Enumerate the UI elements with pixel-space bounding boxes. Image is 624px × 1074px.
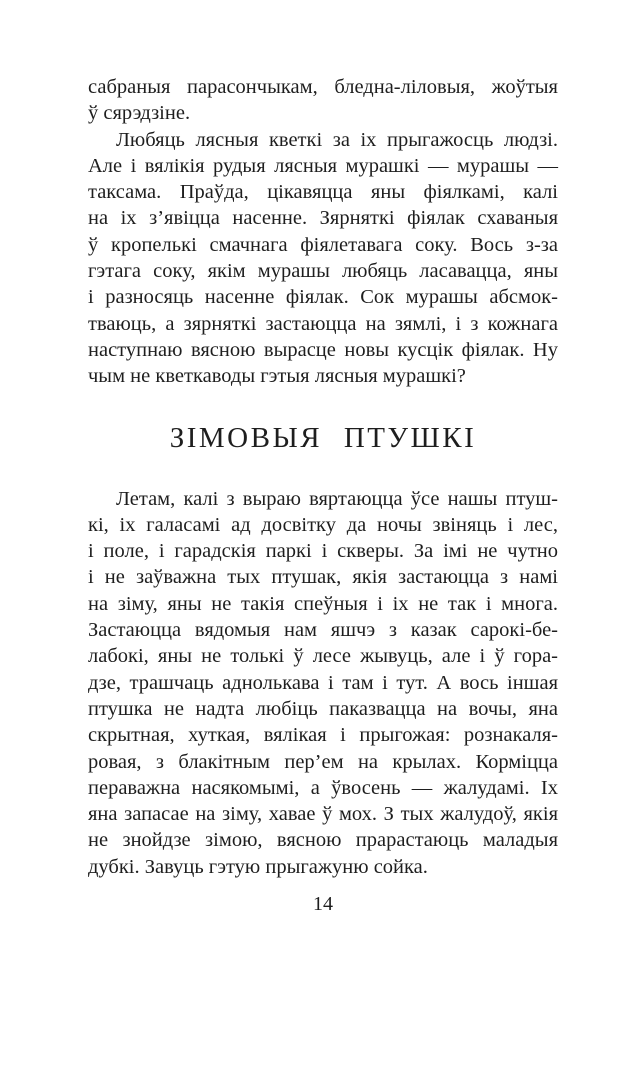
- text-line: птушка не надта любіць паказвацца на вочы, яна: [88, 697, 558, 720]
- text-line: і разносяць насенне фіялак. Сок мурашы абсмок-: [88, 286, 558, 309]
- text-line: таксама. Праўда, цікавяцца яны фіялкамі, калі: [88, 181, 558, 204]
- text-line: Застаюцца вядомыя нам яшчэ з казак сарокі-бе-: [88, 619, 558, 642]
- text-line: на іх з’явіцца насенне. Зярняткі фіялак схаваныя: [88, 207, 558, 230]
- text-line: тваюць, а зярняткі застаюцца на зямлі, і з кожнага: [88, 312, 558, 335]
- text-line: сабраныя парасончыкам, бледна-ліловыя, жоўтыя: [88, 76, 558, 98]
- text-line: дубкі. Завуць гэтую прыгажуню сойка.: [88, 855, 428, 878]
- paragraph-forest-ants: [88, 127, 558, 390]
- text-line: і поле, і гарадскія паркі і скверы. За імі не чутно: [88, 540, 558, 563]
- text-line: на зіму, яны не такія спеўныя і іх не так і многа.: [88, 592, 558, 615]
- text-line: ў сярэдзіне.: [88, 102, 191, 125]
- text-line: Летам, калі з выраю вяртаюцца ўсе нашы птуш-: [116, 487, 558, 510]
- text-line: кі, іх галасамі ад досвітку да ночы звіняць і лес,: [88, 513, 558, 536]
- text-line: і не заўважна тых птушак, якія застаюцца з намі: [88, 566, 558, 589]
- page-number: 14: [313, 893, 333, 916]
- paragraph-continuation: [88, 74, 558, 127]
- text-line: ровая, з блакітным пер’ем на крылах. Корміцца: [88, 750, 558, 773]
- paragraph-winter-birds: [88, 486, 558, 880]
- book-page: [0, 74, 624, 1074]
- text-line: гэтага соку, якім мурашы любяць ласавацца, яны: [88, 260, 558, 283]
- text-line: Любяць лясныя кветкі за іх прыгажосць людзі.: [116, 128, 558, 151]
- text-line: дзе, трашчаць аднолькава і там і тут. А вось іншая: [88, 671, 558, 694]
- text-line: лабокі, яны не толькі ў лесе жывуць, але і ў гора-: [88, 645, 558, 668]
- text-line: ў кропелькі смачнага фіялетавага соку. Вось з-за: [88, 233, 558, 256]
- text-line: пераважна насякомымі, а ўвосень — жалудамі. Іх: [88, 776, 558, 799]
- text-line: яна запасае на зіму, хавае ў мох. З тых жалудоў, якія: [88, 803, 558, 826]
- page-body: [88, 74, 558, 916]
- text-line: Але і вялікія рудыя лясныя мурашкі — мурашы —: [88, 154, 558, 177]
- text-line: наступнаю вясною вырасце новы кусцік фіялак. Ну: [88, 338, 558, 361]
- section-heading: ЗІМОВЫЯ ПТУШКІ: [169, 421, 477, 454]
- text-line: скрытная, хуткая, вялікая і прыгожая: рознакаля-: [88, 724, 558, 747]
- text-line: не знойдзе зімою, вясною прарастаюць маладыя: [88, 829, 558, 852]
- text-line: чым не кветкаводы гэтыя лясныя мурашкі?: [88, 365, 466, 388]
